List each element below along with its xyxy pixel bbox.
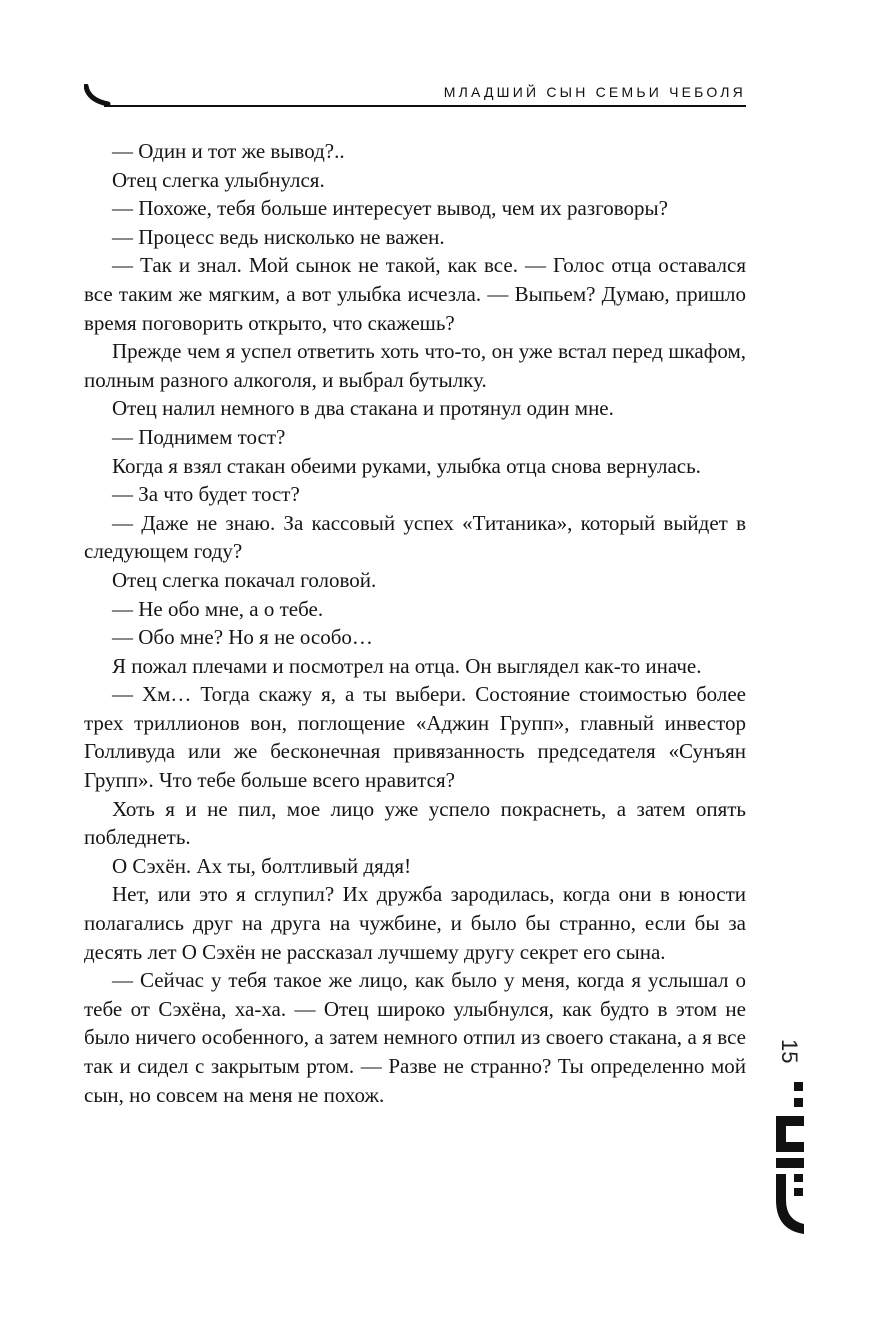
paragraph: — Сейчас у тебя такое же лицо, как было у меня, когда я услышал о тебе от Сэхёна, ха-ха. — Отец широко улыбнулся, как будто в этом не было ничего особенного, а затем немного отпил из своего стакана, а я все так и сидел с закрытым ртом. — Разве не странно? Ты определенно мой сын, но совсем на меня не похож. [84, 968, 746, 1107]
paragraph: — Даже не знаю. За кассовый успех «Титаника», который выйдет в следующем году? [84, 510, 746, 564]
paragraph: — Так и знал. Мой сынок не такой, как все. — Голос отца оставался все таким же мягким, а вот улыбка исчезла. — Выпьем? Думаю, пришло время поговорить открыто, что скажешь? [84, 253, 746, 335]
paragraph: О Сэхён. Ах ты, болтливый дядя! [112, 853, 412, 878]
paragraph: Когда я взял стакан обеими руками, улыбка отца снова вернулась. [112, 453, 701, 478]
running-header-title: МЛАДШИЙ СЫН СЕМЬИ ЧЕБОЛЯ [443, 84, 746, 100]
body-text [84, 137, 746, 1109]
paragraph: Отец слегка покачал головой. [112, 567, 377, 592]
paragraph: — Не обо мне, а о тебе. [112, 596, 324, 621]
paragraph: — Один и тот же вывод?.. [112, 139, 345, 163]
paragraph: — Процесс ведь нисколько не важен. [112, 224, 445, 249]
paragraph: Нет, или это я сглупил? Их дружба зародилась, когда они в юности полагались друг на друга на чужбине, и было бы странно, если бы за десять лет О Сэхён не рассказал лучшему другу секрет его сына. [84, 882, 746, 964]
paragraph: — Поднимем тост? [112, 424, 286, 449]
paragraph: — За что будет тост? [112, 482, 300, 507]
paragraph: — Похоже, тебя больше интересует вывод, чем их разговоры? [112, 196, 668, 221]
paragraph: Прежде чем я успел ответить хоть что-то, он уже встал перед шкафом, полным разного алкоголя, и выбрал бутылку. [84, 339, 746, 392]
paragraph: Я пожал плечами и посмотрел на отца. Он выглядел как-то иначе. [112, 653, 702, 678]
paragraph: Отец слегка улыбнулся. [112, 167, 325, 192]
page-marker-icon [770, 1024, 810, 1244]
paragraph: Отец налил немного в два стакана и протянул один мне. [112, 396, 614, 421]
corner-hook-icon [84, 84, 112, 106]
page-number: 15 [777, 1038, 802, 1064]
paragraph: — Хм… Тогда скажу я, а ты выбери. Состояние стоимостью более трех триллионов вон, поглощение «Аджин Групп», главный инвестор Голливуда или же бесконечная привязанность председателя «Сунъян Групп». Что тебе больше всего нравится? [84, 682, 746, 793]
header-rule [104, 105, 746, 107]
paragraph: — Обо мне? Но я не особо… [112, 625, 373, 650]
running-header [84, 82, 746, 110]
paragraph: Хоть я и не пил, мое лицо уже успело покраснеть, а затем опять побледнеть. [84, 796, 746, 850]
